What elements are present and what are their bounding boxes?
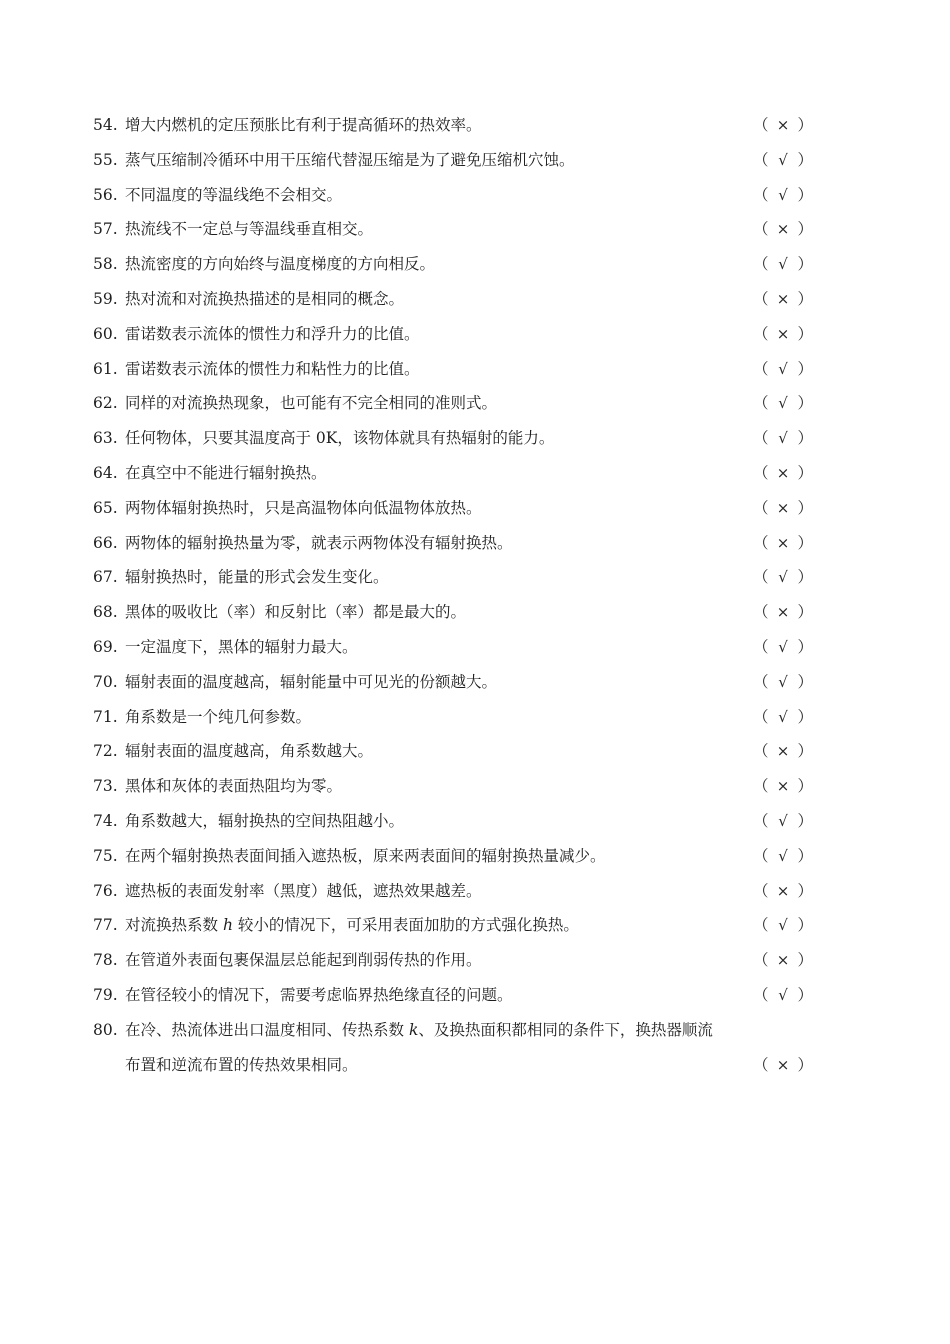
answer-paren-close: ） <box>797 150 813 169</box>
answer-mark: √ <box>778 359 788 378</box>
answer-paren-open: （ <box>753 498 769 517</box>
question-item <box>93 630 813 665</box>
question-item <box>93 491 813 526</box>
question-text: 角系数是一个纯几何参数。 <box>125 707 312 726</box>
question-number: 71. <box>93 707 118 726</box>
answer-box <box>753 178 813 213</box>
answer-mark: √ <box>778 672 788 691</box>
answer-paren-open: （ <box>753 742 769 761</box>
question-text: 遮热板的表面发射率（黑度）越低，遮热效果越差。 <box>125 881 482 900</box>
question-item <box>93 734 813 769</box>
question-text-part: 在冷、热流体进出口温度相同、传热系数 <box>125 1020 409 1039</box>
answer-paren-open: （ <box>753 1055 769 1074</box>
question-body <box>125 421 813 456</box>
question-line <box>125 630 813 665</box>
question-line <box>125 839 813 874</box>
question-line <box>125 178 813 213</box>
answer-mark: × <box>776 220 790 239</box>
question-line <box>125 456 813 491</box>
answer-paren-close: ） <box>797 742 813 761</box>
answer-paren-open: （ <box>753 916 769 935</box>
answer-paren-close: ） <box>797 463 813 482</box>
question-line <box>125 665 813 700</box>
question-item <box>93 839 813 874</box>
question-number: 79. <box>93 985 118 1004</box>
question-line <box>125 804 813 839</box>
answer-paren-open: （ <box>753 359 769 378</box>
question-item <box>93 560 813 595</box>
answer-box <box>753 143 813 178</box>
question-body <box>125 1013 813 1083</box>
question-body <box>125 943 813 978</box>
answer-paren-open: （ <box>753 255 769 274</box>
answer-paren-open: （ <box>753 846 769 865</box>
question-body <box>125 804 813 839</box>
question-text: 角系数越大，辐射换热的空间热阻越小。 <box>125 811 405 830</box>
question-body <box>125 700 813 735</box>
answer-mark: × <box>776 881 790 900</box>
question-text: 两物体的辐射换热量为零，就表示两物体没有辐射换热。 <box>125 533 513 552</box>
question-item <box>93 143 813 178</box>
question-body <box>125 665 813 700</box>
answer-box <box>753 421 813 456</box>
answer-paren-open: （ <box>753 463 769 482</box>
answer-mark: √ <box>778 637 788 656</box>
question-body <box>125 352 813 387</box>
answer-paren-open: （ <box>753 985 769 1004</box>
question-body <box>125 908 813 943</box>
question-line <box>125 352 813 387</box>
answer-paren-close: ） <box>797 185 813 204</box>
question-text: 黑体和灰体的表面热阻均为零。 <box>125 777 343 796</box>
question-number: 66. <box>93 533 118 552</box>
answer-box <box>753 560 813 595</box>
question-line <box>125 108 813 143</box>
question-text <box>125 908 753 943</box>
question-line <box>125 282 813 317</box>
question-line <box>125 595 813 630</box>
question-item <box>93 874 813 909</box>
question-line <box>125 734 813 769</box>
question-body <box>125 212 813 247</box>
question-number: 59. <box>93 289 118 308</box>
answer-box <box>753 839 813 874</box>
question-text-part: 较小的情况下，可采用表面加肋的方式强化换热。 <box>232 916 579 935</box>
answer-box <box>753 978 813 1013</box>
answer-box <box>753 1048 813 1083</box>
question-text: 热流密度的方向始终与温度梯度的方向相反。 <box>125 255 436 274</box>
answer-paren-open: （ <box>753 672 769 691</box>
question-number: 55. <box>93 150 118 169</box>
answer-paren-open: （ <box>753 150 769 169</box>
answer-box <box>753 630 813 665</box>
answer-box <box>753 804 813 839</box>
question-line <box>125 386 813 421</box>
question-line <box>125 526 813 561</box>
question-body <box>125 456 813 491</box>
question-body <box>125 108 813 143</box>
true-false-question-list <box>93 108 813 1082</box>
answer-mark: √ <box>778 985 788 1004</box>
question-text: 在管径较小的情况下，需要考虑临界热绝缘直径的问题。 <box>125 985 513 1004</box>
answer-box <box>753 282 813 317</box>
question-number: 74. <box>93 811 118 830</box>
answer-paren-close: ） <box>797 359 813 378</box>
question-body <box>125 734 813 769</box>
answer-box <box>753 491 813 526</box>
question-item <box>93 595 813 630</box>
question-text: 雷诺数表示流体的惯性力和浮升力的比值。 <box>125 324 420 343</box>
question-body <box>125 839 813 874</box>
question-item <box>93 1013 813 1083</box>
question-body <box>125 560 813 595</box>
question-line <box>125 212 813 247</box>
answer-paren-open: （ <box>753 324 769 343</box>
question-item <box>93 978 813 1013</box>
answer-box <box>753 386 813 421</box>
question-item <box>93 943 813 978</box>
answer-mark: √ <box>778 394 788 413</box>
answer-paren-open: （ <box>753 881 769 900</box>
question-text: 任何物体，只要其温度高于 0K，该物体就具有热辐射的能力。 <box>125 429 555 448</box>
answer-paren-open: （ <box>753 116 769 134</box>
question-body <box>125 317 813 352</box>
question-item <box>93 386 813 421</box>
answer-paren-close: ） <box>797 1055 813 1074</box>
question-number: 65. <box>93 498 118 517</box>
answer-paren-close: ） <box>797 533 813 552</box>
answer-box <box>753 769 813 804</box>
question-number: 70. <box>93 672 118 691</box>
question-body <box>125 178 813 213</box>
answer-paren-open: （ <box>753 533 769 552</box>
question-text: 辐射换热时，能量的形式会发生变化。 <box>125 568 389 587</box>
question-body <box>125 526 813 561</box>
question-number: 56. <box>93 185 118 204</box>
answer-box <box>753 352 813 387</box>
answer-paren-close: ） <box>797 881 813 900</box>
question-number: 54. <box>93 116 118 134</box>
answer-mark: × <box>776 533 790 552</box>
question-line <box>125 143 813 178</box>
answer-box <box>753 734 813 769</box>
answer-paren-close: ） <box>797 116 813 134</box>
answer-mark: √ <box>778 150 788 169</box>
question-number: 64. <box>93 463 118 482</box>
answer-box <box>753 317 813 352</box>
question-number: 80. <box>93 1020 118 1039</box>
question-body <box>125 282 813 317</box>
question-body <box>125 247 813 282</box>
answer-box <box>753 247 813 282</box>
question-item <box>93 108 813 143</box>
question-item <box>93 908 813 943</box>
question-text: 增大内燃机的定压预胀比有利于提高循环的热效率。 <box>125 116 482 134</box>
question-line <box>125 908 813 943</box>
answer-paren-close: ） <box>797 255 813 274</box>
question-line <box>125 491 813 526</box>
question-body <box>125 143 813 178</box>
answer-mark: × <box>776 463 790 482</box>
question-number: 69. <box>93 637 118 656</box>
question-number: 72. <box>93 742 118 761</box>
answer-paren-open: （ <box>753 220 769 239</box>
answer-paren-close: ） <box>797 568 813 587</box>
question-text <box>125 1013 813 1048</box>
question-line <box>125 560 813 595</box>
answer-mark: × <box>776 498 790 517</box>
answer-box <box>753 456 813 491</box>
question-item <box>93 247 813 282</box>
question-line <box>125 874 813 909</box>
answer-mark: × <box>776 777 790 796</box>
question-body <box>125 769 813 804</box>
answer-paren-close: ） <box>797 811 813 830</box>
question-item <box>93 421 813 456</box>
answer-paren-open: （ <box>753 951 769 970</box>
answer-box <box>753 108 813 143</box>
question-body <box>125 595 813 630</box>
answer-box <box>753 874 813 909</box>
answer-paren-open: （ <box>753 603 769 622</box>
question-number: 58. <box>93 255 118 274</box>
question-text: 布置和逆流布置的传热效果相同。 <box>125 1055 358 1074</box>
question-number: 76. <box>93 881 118 900</box>
answer-box <box>753 700 813 735</box>
answer-paren-close: ） <box>797 220 813 239</box>
answer-paren-open: （ <box>753 707 769 726</box>
question-item <box>93 769 813 804</box>
question-item <box>93 352 813 387</box>
question-number: 77. <box>93 916 118 935</box>
question-number: 61. <box>93 359 118 378</box>
question-text: 蒸气压缩制冷循环中用干压缩代替湿压缩是为了避免压缩机穴蚀。 <box>125 150 575 169</box>
question-text: 两物体辐射换热时，只是高温物体向低温物体放热。 <box>125 498 482 517</box>
answer-mark: × <box>776 324 790 343</box>
question-text: 热流线不一定总与等温线垂直相交。 <box>125 220 374 239</box>
answer-mark: × <box>776 289 790 308</box>
answer-paren-open: （ <box>753 568 769 587</box>
answer-paren-close: ） <box>797 672 813 691</box>
answer-paren-close: ） <box>797 637 813 656</box>
answer-mark: √ <box>778 707 788 726</box>
question-text-part: 、及换热面积都相同的条件下，换热器顺流 <box>418 1020 713 1039</box>
answer-mark: √ <box>778 846 788 865</box>
question-item <box>93 804 813 839</box>
answer-mark: × <box>776 603 790 622</box>
question-number: 68. <box>93 603 118 622</box>
answer-paren-open: （ <box>753 185 769 204</box>
answer-box <box>753 665 813 700</box>
question-number: 63. <box>93 429 118 448</box>
answer-paren-close: ） <box>797 951 813 970</box>
question-number: 78. <box>93 951 118 970</box>
answer-box <box>753 526 813 561</box>
answer-box <box>753 943 813 978</box>
question-text: 雷诺数表示流体的惯性力和粘性力的比值。 <box>125 359 420 378</box>
question-item <box>93 700 813 735</box>
answer-paren-close: ） <box>797 429 813 448</box>
answer-paren-open: （ <box>753 429 769 448</box>
answer-mark: √ <box>778 811 788 830</box>
question-line <box>125 943 813 978</box>
answer-box <box>753 908 813 943</box>
question-text: 热对流和对流换热描述的是相同的概念。 <box>125 289 405 308</box>
question-line <box>125 317 813 352</box>
answer-box <box>753 212 813 247</box>
question-number: 62. <box>93 394 118 413</box>
question-number: 60. <box>93 324 118 343</box>
question-item <box>93 456 813 491</box>
answer-mark: √ <box>778 429 788 448</box>
question-variable: k <box>408 1020 419 1039</box>
question-text: 在管道外表面包裹保温层总能起到削弱传热的作用。 <box>125 951 482 970</box>
answer-paren-close: ） <box>797 498 813 517</box>
question-body <box>125 630 813 665</box>
question-line <box>125 1013 813 1048</box>
answer-paren-close: ） <box>797 846 813 865</box>
answer-mark: √ <box>778 568 788 587</box>
question-number: 57. <box>93 220 118 239</box>
answer-mark: √ <box>778 255 788 274</box>
question-item <box>93 282 813 317</box>
question-line <box>125 769 813 804</box>
question-number: 67. <box>93 568 118 587</box>
question-text: 辐射表面的温度越高，角系数越大。 <box>125 742 374 761</box>
answer-paren-close: ） <box>797 777 813 796</box>
question-line <box>125 978 813 1013</box>
question-item <box>93 178 813 213</box>
answer-paren-open: （ <box>753 637 769 656</box>
answer-paren-close: ） <box>797 707 813 726</box>
question-line <box>125 421 813 456</box>
answer-mark: √ <box>778 185 788 204</box>
question-body <box>125 386 813 421</box>
answer-box <box>753 595 813 630</box>
question-body <box>125 874 813 909</box>
answer-paren-open: （ <box>753 811 769 830</box>
answer-mark: × <box>776 951 790 970</box>
question-item <box>93 212 813 247</box>
question-text: 在两个辐射换热表面间插入遮热板，原来两表面间的辐射换热量减少。 <box>125 846 606 865</box>
question-item <box>93 526 813 561</box>
answer-paren-open: （ <box>753 777 769 796</box>
answer-paren-close: ） <box>797 603 813 622</box>
question-line <box>125 1048 813 1083</box>
question-variable: h <box>222 916 233 935</box>
question-body <box>125 491 813 526</box>
question-text: 不同温度的等温线绝不会相交。 <box>125 185 343 204</box>
question-line <box>125 700 813 735</box>
answer-mark: × <box>776 116 790 134</box>
question-text: 同样的对流换热现象，也可能有不完全相同的准则式。 <box>125 394 498 413</box>
answer-paren-close: ） <box>797 394 813 413</box>
answer-paren-open: （ <box>753 394 769 413</box>
question-line <box>125 247 813 282</box>
question-number: 73. <box>93 777 118 796</box>
question-body <box>125 978 813 1013</box>
answer-paren-close: ） <box>797 916 813 935</box>
answer-paren-close: ） <box>797 985 813 1004</box>
answer-paren-close: ） <box>797 289 813 308</box>
question-number: 75. <box>93 846 118 865</box>
answer-mark: × <box>776 742 790 761</box>
answer-paren-close: ） <box>797 324 813 343</box>
answer-mark: √ <box>778 916 788 935</box>
question-item <box>93 665 813 700</box>
question-text: 在真空中不能进行辐射换热。 <box>125 463 327 482</box>
question-item <box>93 317 813 352</box>
question-text-part: 对流换热系数 <box>125 916 223 935</box>
answer-mark: × <box>776 1055 790 1074</box>
question-text: 辐射表面的温度越高，辐射能量中可见光的份额越大。 <box>125 672 498 691</box>
question-text: 黑体的吸收比（率）和反射比（率）都是最大的。 <box>125 603 467 622</box>
question-text: 一定温度下，黑体的辐射力最大。 <box>125 637 358 656</box>
answer-paren-open: （ <box>753 289 769 308</box>
